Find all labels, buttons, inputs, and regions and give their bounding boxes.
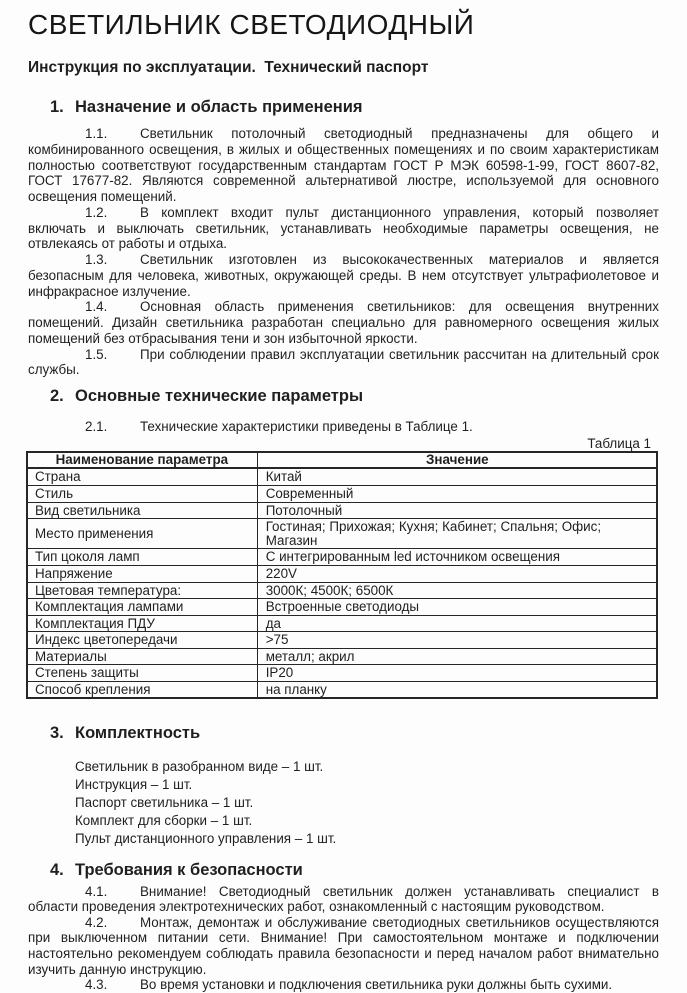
- table-cell-value: Современный: [257, 485, 657, 502]
- section-3-title: Комплектность: [75, 723, 201, 742]
- table-cell-value: >75: [257, 632, 657, 649]
- table-cell-value: да: [257, 615, 657, 632]
- section-1-heading: [50, 97, 659, 117]
- paragraph-text: Светильник потолочный светодиодный предназначены для общего и комбинированного освещения, в жилых и общественных помещениях и по своим характеристикам полностью соответствуют государственным стандартам ГОСТ Р МЭК 60598-1-99, ГОСТ 8607-82, ГОСТ 17677-82. Являются современной альтернативой люстре, используемой для основного освещения помещений.: [28, 126, 659, 204]
- table-header-row: [27, 451, 658, 468]
- paragraph-2-1: [28, 419, 659, 435]
- paragraph-number: 4.3.: [85, 977, 108, 993]
- paragraph-number: 4.1.: [85, 883, 108, 899]
- paragraph-text: Светильник изготовлен из высококачественных материалов и является безопасным для человека, животных, окружающей среды. В нем отсутствует ультрафиолетовое и инфракрасное излучение.: [28, 252, 659, 299]
- table-row: [27, 632, 658, 649]
- table-cell-param: Комплектация ПДУ: [27, 615, 258, 632]
- list-item: Комплект для сборки – 1 шт.: [75, 812, 253, 828]
- kit-list: [75, 758, 659, 848]
- table-cell-param: Способ крепления: [27, 682, 258, 699]
- paragraph-4-1: [28, 884, 659, 915]
- table-header-param: Наименование параметра: [27, 451, 258, 468]
- table-cell-param: Вид светильника: [27, 502, 258, 519]
- table-row: [27, 549, 658, 566]
- table-cell-value: на планку: [257, 682, 657, 699]
- table-cell-param: Страна: [27, 468, 258, 485]
- paragraph-1-1: [28, 126, 659, 205]
- table-row: [27, 648, 658, 665]
- paragraph-number: 1.5.: [85, 346, 108, 362]
- table-cell-value: металл; акрил: [257, 648, 657, 665]
- list-item: Инструкция – 1 шт.: [75, 776, 193, 792]
- table-cell-value: 220V: [257, 565, 657, 582]
- table-cell-value: С интегрированным led источником освещения: [257, 549, 657, 566]
- section-4-body: [28, 884, 659, 993]
- table-cell-param: Стиль: [27, 485, 258, 502]
- table-cell-value: Потолочный: [257, 502, 657, 519]
- paragraph-1-5: [28, 347, 659, 379]
- document-title: СВЕТИЛЬНИК СВЕТОДИОДНЫЙ: [28, 9, 475, 40]
- table-cell-param: Индекс цветопередачи: [27, 632, 258, 649]
- paragraph-text: Монтаж, демонтаж и обслуживание светодиодных светильников осуществляются при выключенном питании сети. Внимание! При самостоятельном монтаже и подключении настоятельно рекомендуем соблюдать правила безопасности и перед началом работ внимательно изучить данную инструкцию.: [28, 914, 659, 977]
- section-2-title: Основные технические параметры: [75, 387, 364, 405]
- paragraph-4-3: [28, 977, 659, 993]
- paragraph-text: При соблюдении правил эксплуатации светильник рассчитан на длительный срок службы.: [28, 346, 659, 378]
- table-row: [27, 485, 658, 502]
- paragraph-number: 1.4.: [85, 299, 108, 315]
- table-row: [27, 615, 658, 632]
- section-2-heading: [50, 386, 659, 406]
- section-3-heading: [50, 723, 659, 743]
- table-cell-param: Комплектация лампами: [27, 599, 258, 616]
- paragraph-text: Внимание! Светодиодный светильник должен устанавливать специалист в области проведения электротехнических работ, ознакомленный с настоящим руководством.: [28, 883, 659, 915]
- paragraph-text: Во время установки и подключения светильника руки должны быть сухими.: [140, 977, 613, 993]
- table-row: [27, 599, 658, 616]
- section-4-number: 4.: [50, 860, 64, 879]
- table-cell-value: IP20: [257, 665, 657, 682]
- section-3-number: 3.: [50, 723, 64, 742]
- table-cell-param: Тип цоколя ламп: [27, 549, 258, 566]
- list-item: Паспорт светильника – 1 шт.: [75, 794, 254, 810]
- paragraph-1-3: [28, 252, 659, 299]
- paragraph-text: Технические характеристики приведены в Таблице 1.: [140, 419, 473, 434]
- section-2-number: 2.: [50, 387, 64, 405]
- table-row: [27, 468, 658, 485]
- paragraph-number: 4.2.: [85, 914, 108, 930]
- section-4-title: Требования к безопасности: [75, 860, 303, 879]
- table-caption: Таблица 1: [587, 435, 651, 451]
- paragraph-1-2: [28, 205, 659, 252]
- paragraph-1-4: [28, 299, 659, 346]
- table-row: [27, 502, 658, 519]
- table-cell-param: Материалы: [27, 648, 258, 665]
- paragraph-number: 1.3.: [85, 252, 108, 267]
- spec-table: [26, 451, 658, 699]
- list-item: Пульт дистанционного управления – 1 шт.: [75, 830, 337, 846]
- table-row: [27, 565, 658, 582]
- paragraph-number: 1.1.: [85, 126, 108, 141]
- table-cell-param: Место применения: [27, 519, 258, 549]
- section-1-body: [28, 126, 659, 378]
- table-row: [27, 582, 658, 599]
- table-row: [27, 665, 658, 682]
- table-cell-param: Цветовая температура:: [27, 582, 258, 599]
- paragraph-text: Основная область применения светильников: для освещения внутренних помещений. Дизайн светильника разработан специально для равномерного освещения жилых помещений без отбрасывания тени и зон избыточной яркости.: [28, 299, 659, 346]
- paragraph-text: В комплект входит пульт дистанционного управления, который позволяет включать и выключать светильник, устанавливать необходимые параметры освещения, не отвлекаясь от работы и отдыха.: [28, 204, 659, 252]
- table-cell-value: Встроенные светодиоды: [257, 599, 657, 616]
- table-row: [27, 682, 658, 699]
- list-item: Светильник в разобранном виде – 1 шт.: [75, 758, 324, 774]
- table-cell-param: Напряжение: [27, 565, 258, 582]
- section-4-heading: [50, 860, 659, 880]
- section-1-number: 1.: [50, 98, 64, 116]
- table-row: [27, 519, 658, 549]
- document-subtitle: Инструкция по эксплуатации. Технический паспорт: [28, 59, 429, 76]
- paragraph-4-2: [28, 915, 659, 977]
- table-cell-param: Степень защиты: [27, 665, 258, 682]
- table-cell-value: 3000К; 4500К; 6500К: [257, 582, 657, 599]
- paragraph-number: 1.2.: [85, 204, 108, 220]
- table-cell-value: Китай: [257, 468, 657, 485]
- paragraph-number: 2.1.: [85, 419, 108, 434]
- table-cell-value: Гостиная; Прихожая; Кухня; Кабинет; Спальня; Офис; Магазин: [257, 519, 657, 549]
- table-header-value: Значение: [257, 451, 657, 468]
- section-1-title: Назначение и область применения: [75, 98, 363, 116]
